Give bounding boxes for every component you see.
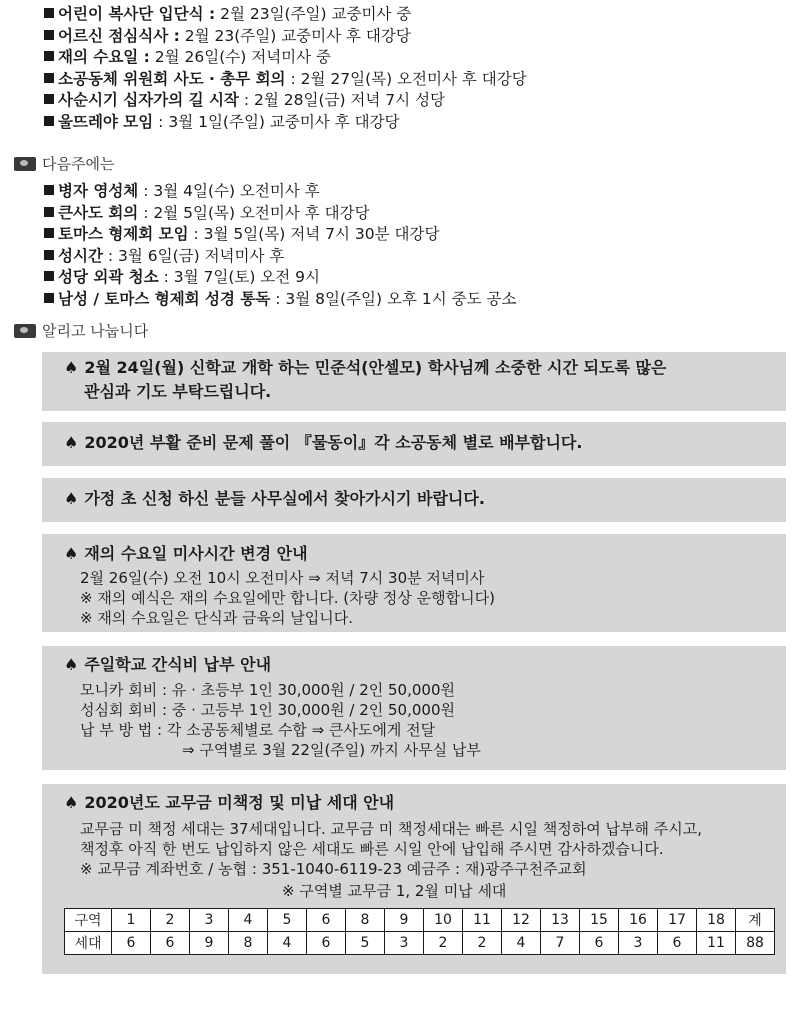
notice-family [42, 478, 786, 522]
bullet-square-icon [44, 293, 54, 303]
household-count-cell: 3 [385, 932, 424, 955]
spade-icon: ♠ [64, 544, 79, 563]
fee-table-caption: ※ 구역별 교무금 1, 2월 미납 세대 [282, 882, 507, 900]
bullet-square-icon [44, 116, 54, 126]
household-count-cell: 8 [229, 932, 268, 955]
schedule-item [44, 4, 527, 26]
schedule-item-detail: : 2월 28일(금) 저녁 7시 성당 [238, 91, 446, 109]
schedule-item [44, 112, 527, 134]
notice-seminary [42, 352, 786, 411]
bullet-square-icon [44, 250, 54, 260]
schedule-item-detail: : 2월 5일(목) 오전미사 후 대강당 [138, 203, 370, 222]
schedule-item-title: 사순시기 십자가의 길 시작 [58, 91, 239, 109]
district-cell: 4 [229, 909, 268, 932]
notice-snack-line: ⇒ 구역별로 3월 22일(주일) 까지 사무실 납부 [182, 741, 481, 759]
bullet-square-icon [44, 185, 54, 195]
household-count-cell: 4 [502, 932, 541, 955]
notice-seminary-line2: 관심과 기도 부탁드립니다. [84, 382, 272, 401]
next-week-schedule [44, 181, 516, 310]
household-count-cell: 2 [424, 932, 463, 955]
notice-fee-line: 교무금 미 책정 세대는 37세대입니다. 교무금 미 책정세대는 빠른 시일 책정하여 납부해 주시고, [80, 820, 702, 838]
district-cell: 12 [502, 909, 541, 932]
schedule-item-title: 성시간 [58, 246, 103, 265]
schedule-item [44, 26, 527, 48]
schedule-item-detail: : 3월 8일(주일) 오후 1시 중도 공소 [270, 289, 517, 308]
schedule-item-detail: 2월 26일(수) 저녁미사 중 [149, 48, 332, 66]
bullet-square-icon [44, 51, 54, 61]
schedule-item-title: 울뜨레야 모임 [58, 112, 154, 131]
notice-fee-title: 2020년도 교무금 미책정 및 미납 세대 안내 [84, 793, 395, 812]
schedule-item-title: 성당 외곽 청소 [58, 268, 159, 286]
schedule-item [44, 69, 527, 91]
photo-icon [14, 324, 36, 338]
household-count-cell: 4 [268, 932, 307, 955]
notice-ash-title: 재의 수요일 미사시간 변경 안내 [84, 544, 308, 563]
notice-easter [42, 422, 786, 466]
bullet-square-icon [44, 30, 54, 40]
district-cell: 11 [463, 909, 502, 932]
notice-fee-line: 책정후 아직 한 번도 납입하지 않은 세대도 빠른 시일 안에 납입해 주시면 감사하겠습니다. [80, 840, 664, 858]
row-label-district: 구역 [65, 909, 112, 932]
notice-fee-line: ※ 교무금 계좌번호 / 농협 : 351-1040-6119-23 예금주 : 재)광주구천주교회 [80, 860, 587, 878]
schedule-item [44, 224, 516, 246]
schedule-item [44, 246, 516, 268]
schedule-item [44, 203, 516, 225]
district-cell: 9 [385, 909, 424, 932]
schedule-item [44, 90, 527, 112]
notice-ash-wednesday [42, 534, 786, 632]
household-count-cell: 7 [541, 932, 580, 955]
district-cell: 18 [697, 909, 736, 932]
household-count-cell: 6 [112, 932, 151, 955]
district-cell: 3 [190, 909, 229, 932]
spade-icon: ♠ [64, 358, 79, 377]
notice-snack-line: 모니카 회비 : 유 · 초등부 1인 30,000원 / 2인 50,000원 [80, 681, 455, 699]
district-cell: 2 [151, 909, 190, 932]
district-cell: 6 [307, 909, 346, 932]
next-week-heading: 다음주에는 [14, 153, 114, 174]
bullet-square-icon [44, 207, 54, 217]
notice-snack-fee [42, 646, 786, 770]
spade-icon: ♠ [64, 793, 79, 812]
household-count-cell: 3 [619, 932, 658, 955]
schedule-item-detail: 2월 23(주일) 교중미사 후 대강당 [179, 26, 411, 45]
table-row [65, 932, 775, 955]
schedule-item-title: 소공동체 위원회 사도 · 총무 회의 [58, 69, 286, 88]
schedule-item-title: 토마스 형제회 모임 [58, 225, 189, 243]
district-cell: 8 [346, 909, 385, 932]
schedule-item-title: 어린이 복사단 입단식 : [58, 5, 216, 23]
row-label-households: 세대 [65, 932, 112, 955]
schedule-item-title: 큰사도 회의 [58, 203, 139, 222]
schedule-item-detail: 2월 23일(주일) 교중미사 중 [215, 5, 412, 23]
schedule-item-title: 재의 수요일 : [58, 48, 150, 66]
photo-icon [14, 157, 36, 171]
schedule-item [44, 181, 516, 203]
notice-seminary-line1: 2월 24일(월) 신학교 개학 하는 민준석(안셀모) 학사님께 소중한 시간 되도록 많은 [84, 358, 667, 377]
spade-icon: ♠ [64, 655, 79, 674]
household-count-cell: 88 [736, 932, 775, 955]
schedule-item-detail: : 3월 7일(토) 오전 9시 [158, 268, 321, 286]
schedule-item-detail: : 2월 27일(목) 오전미사 후 대강당 [285, 69, 527, 88]
notice-heading: 알리고 나눕니다 [14, 320, 148, 341]
district-cell: 16 [619, 909, 658, 932]
notice-ash-line: 2월 26일(수) 오전 10시 오전미사 ⇒ 저녁 7시 30분 저녁미사 [80, 569, 485, 587]
bullet-square-icon [44, 228, 54, 238]
district-cell: 10 [424, 909, 463, 932]
table-row [65, 909, 775, 932]
notice-ash-line: ※ 재의 예식은 재의 수요일에만 합니다. (차량 정상 운행합니다) [80, 589, 495, 607]
notice-easter-line1: 2020년 부활 준비 문제 풀이 『물동이』각 소공동체 별로 배부합니다. [84, 433, 583, 452]
schedule-item-detail: : 3월 1일(주일) 교중미사 후 대강당 [153, 112, 400, 131]
household-count-cell: 6 [151, 932, 190, 955]
notice-snack-line: 성심회 회비 : 중 · 고등부 1인 30,000원 / 2인 50,000원 [80, 701, 455, 719]
this-week-schedule [44, 4, 527, 133]
schedule-item-detail: : 3월 6일(금) 저녁미사 후 [102, 246, 285, 265]
district-cell: 1 [112, 909, 151, 932]
schedule-item-detail: : 3월 4일(수) 오전미사 후 [138, 182, 320, 200]
district-cell: 15 [580, 909, 619, 932]
household-count-cell: 6 [307, 932, 346, 955]
schedule-item-title: 어르신 점심식사 : [58, 26, 180, 45]
household-count-cell: 6 [580, 932, 619, 955]
notice-ash-line: ※ 재의 수요일은 단식과 금육의 날입니다. [80, 609, 354, 627]
household-count-cell: 6 [658, 932, 697, 955]
district-cell: 계 [736, 909, 775, 932]
notice-church-fee [42, 784, 786, 974]
household-count-cell: 2 [463, 932, 502, 955]
household-count-cell: 9 [190, 932, 229, 955]
district-cell: 13 [541, 909, 580, 932]
schedule-item [44, 267, 516, 289]
schedule-item [44, 289, 516, 311]
schedule-item-title: 병자 영성체 [58, 182, 139, 200]
notice-snack-title: 주일학교 간식비 납부 안내 [84, 655, 272, 674]
bullet-square-icon [44, 8, 54, 18]
bullet-square-icon [44, 271, 54, 281]
schedule-item-title: 남성 / 토마스 형제회 성경 통독 [58, 289, 271, 308]
notice-family-line1: 가정 초 신청 하신 분들 사무실에서 찾아가시기 바랍니다. [84, 489, 485, 508]
spade-icon: ♠ [64, 489, 79, 508]
schedule-item-detail: : 3월 5일(목) 저녁 7시 30분 대강당 [188, 225, 440, 243]
bullet-square-icon [44, 94, 54, 104]
household-count-cell: 11 [697, 932, 736, 955]
notice-snack-line: 납 부 방 법 : 각 소공동체별로 수합 ⇒ 큰사도에게 전달 [80, 721, 436, 739]
spade-icon: ♠ [64, 433, 79, 452]
unpaid-households-table [64, 908, 775, 955]
schedule-item [44, 47, 527, 69]
household-count-cell: 5 [346, 932, 385, 955]
bullet-square-icon [44, 73, 54, 83]
district-cell: 5 [268, 909, 307, 932]
district-cell: 17 [658, 909, 697, 932]
